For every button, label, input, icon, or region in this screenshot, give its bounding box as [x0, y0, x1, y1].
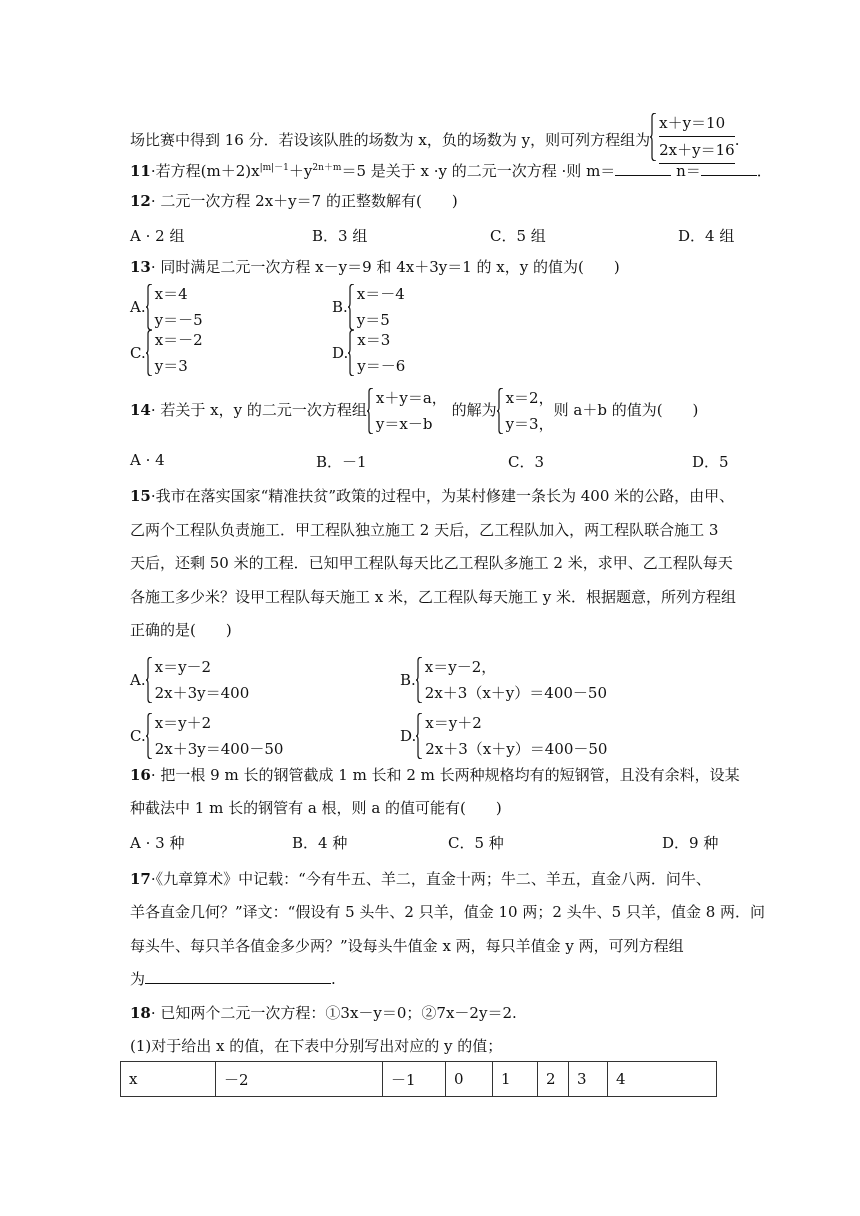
q10-eq1: x＋y＝10: [659, 110, 735, 137]
q18-value-table: [120, 1061, 717, 1097]
q14-option-d: D．5: [692, 453, 729, 471]
q18-sub1: (1)对于给出 x 的值，在下表中分别写出对应的 y 的值；: [130, 1037, 503, 1055]
q16-option-a: A · 3 种: [130, 834, 185, 852]
q18-stem: 18· 已知两个二元一次方程：①3x－y＝0；②7x－2y＝2.: [130, 1004, 517, 1022]
q12-stem: [130, 191, 458, 211]
q11-blank-n[interactable]: [701, 161, 757, 176]
q13-text: · 同时满足二元一次方程 x－y＝9 和 4x＋3y＝1 的 x，y 的值为( ): [150, 258, 620, 276]
q12-option-a: A · 2 组: [130, 227, 185, 245]
q18-number: 18: [130, 1004, 151, 1022]
q16-number: 16: [130, 766, 151, 784]
table-cell: 4: [608, 1062, 717, 1097]
q14-solution: x＝2， y＝3，: [497, 385, 554, 437]
q11-exp2: 2n＋m: [312, 163, 342, 173]
q14-option-c: C．3: [508, 453, 545, 471]
q13-option-a: A. x＝4 y＝－5: [130, 285, 203, 329]
table-cell: －1: [383, 1062, 446, 1097]
q11-pre: ·若方程(m＋2)x: [150, 162, 260, 180]
table-cell: 2: [538, 1062, 569, 1097]
brace-icon: [367, 388, 374, 434]
q13-option-b: B. x＝－4 y＝5: [332, 285, 405, 329]
q14-option-a: A · 4: [130, 451, 165, 469]
q17-line-3: 每头牛、每只羊各值金多少两？”设每头牛值金 x 两，每只羊值金 y 两，可列方程组: [130, 937, 684, 955]
table-cell: 1: [493, 1062, 538, 1097]
q14-number: 14: [130, 401, 151, 419]
brace-icon: [146, 657, 153, 703]
table-cell: x: [121, 1062, 216, 1097]
q17-line-1: 17·《九章算术》中记载：“今有牛五、羊二，直金十两；牛二、羊五，直金八两．问牛、: [130, 870, 711, 888]
q11-number: 11: [130, 162, 151, 180]
q16-option-d: D．9 种: [662, 834, 719, 852]
q11-end: ．: [756, 162, 772, 180]
q13-stem: [130, 257, 620, 277]
q10-text: 场比赛中得到 16 分．若设该队胜的场数为 x，负的场数为 y，则可列方程组为: [130, 131, 651, 149]
table-cell: 3: [569, 1062, 608, 1097]
brace-icon: [650, 113, 657, 161]
q17-answer-blank[interactable]: [145, 969, 331, 984]
brace-icon: [416, 657, 423, 703]
q17-line-2: 羊各直金几何？”译文：“假设有 5 头牛、2 只羊，值金 10 两；2 头牛、5 只羊，值金 8 两．问: [130, 903, 766, 921]
brace-icon: [348, 284, 355, 330]
q11-mid: ＋y: [288, 162, 313, 180]
q11-line: [130, 158, 772, 181]
brace-icon: [416, 713, 423, 759]
q10-end: .: [734, 131, 740, 149]
q13-option-c: C. x＝－2 y＝3: [130, 331, 203, 375]
q11-exp1: |m|－1: [259, 163, 289, 173]
q11-blank-m[interactable]: [615, 161, 671, 176]
brace-icon: [146, 284, 153, 330]
q16-line-2: 种截法中 1 m 长的钢管有 a 根，则 a 的值可能有( ): [130, 799, 502, 817]
table-row: [121, 1062, 717, 1097]
q14-post: 则 a＋b 的值为( ): [553, 401, 699, 419]
q12-option-b: B．3 组: [312, 227, 368, 245]
q11-post: ＝5 是关于 x ·y 的二元一次方程 ·则 m＝: [341, 162, 616, 180]
q15-line-2: 乙两个工程队负责施工．甲工程队独立施工 2 天后，乙工程队加入，两工程队联合施工 3: [130, 521, 719, 539]
q16-option-b: B．4 种: [292, 834, 348, 852]
q16-line-1: 16· 把一根 9 m 长的钢管截成 1 m 长和 2 m 长两种规格均有的短钢管，且没有余料，设某: [130, 766, 740, 784]
brace-icon: [497, 388, 504, 434]
q15-option-a: A. x＝y－2 2x＋3y＝400: [130, 658, 250, 702]
q12-option-d: D．4 组: [678, 227, 735, 245]
q12-option-c: C．5 组: [490, 227, 546, 245]
brace-icon: [146, 713, 153, 759]
q13-number: 13: [130, 258, 151, 276]
q16-option-c: C．5 种: [448, 834, 504, 852]
q15-line-3: 天后，还剩 50 米的工程．已知甲工程队每天比乙工程队多施工 2 米，求甲、乙工程队每天: [130, 554, 733, 572]
q17-line-4: 为 .: [130, 970, 336, 988]
q12-number: 12: [130, 192, 151, 210]
q14-stem: [130, 385, 698, 437]
q11-n: n＝: [671, 162, 701, 180]
table-cell: －2: [216, 1062, 383, 1097]
q10-system: [650, 110, 735, 164]
table-cell: 0: [446, 1062, 493, 1097]
q14-option-b: B．－1: [316, 453, 367, 471]
q15-number: 15: [130, 487, 151, 505]
q15-line-1: 15·我市在落实国家“精准扶贫”政策的过程中，为某村修建一条长为 400 米的公路，由甲、: [130, 487, 735, 505]
brace-icon: [348, 330, 355, 376]
q14-mid: 的解为: [451, 401, 497, 419]
q15-line-4: 各施工多少米？设甲工程队每天施工 x 米，乙工程队每天施工 y 米．根据题意，所列方程组: [130, 588, 737, 606]
q13-option-d: D. x＝3 y＝－6: [332, 331, 406, 375]
q15-line-5: 正确的是( ): [130, 621, 232, 639]
q10-eq2: 2x＋y＝16: [659, 137, 735, 164]
q17-number: 17: [130, 870, 151, 888]
q12-text: · 二元一次方程 2x＋y＝7 的正整数解有( ): [150, 192, 458, 210]
q15-option-b: B. x＝y－2， 2x＋3（x＋y）＝400－50: [400, 658, 607, 702]
q15-option-d: D. x＝y＋2 2x＋3（x＋y）＝400－50: [400, 714, 608, 758]
brace-icon: [146, 330, 153, 376]
q14-system: x＋y＝a， y＝x－b: [367, 385, 447, 437]
q14-pre: · 若关于 x，y 的二元一次方程组: [150, 401, 367, 419]
q15-option-c: C. x＝y＋2 2x＋3y＝400－50: [130, 714, 284, 758]
